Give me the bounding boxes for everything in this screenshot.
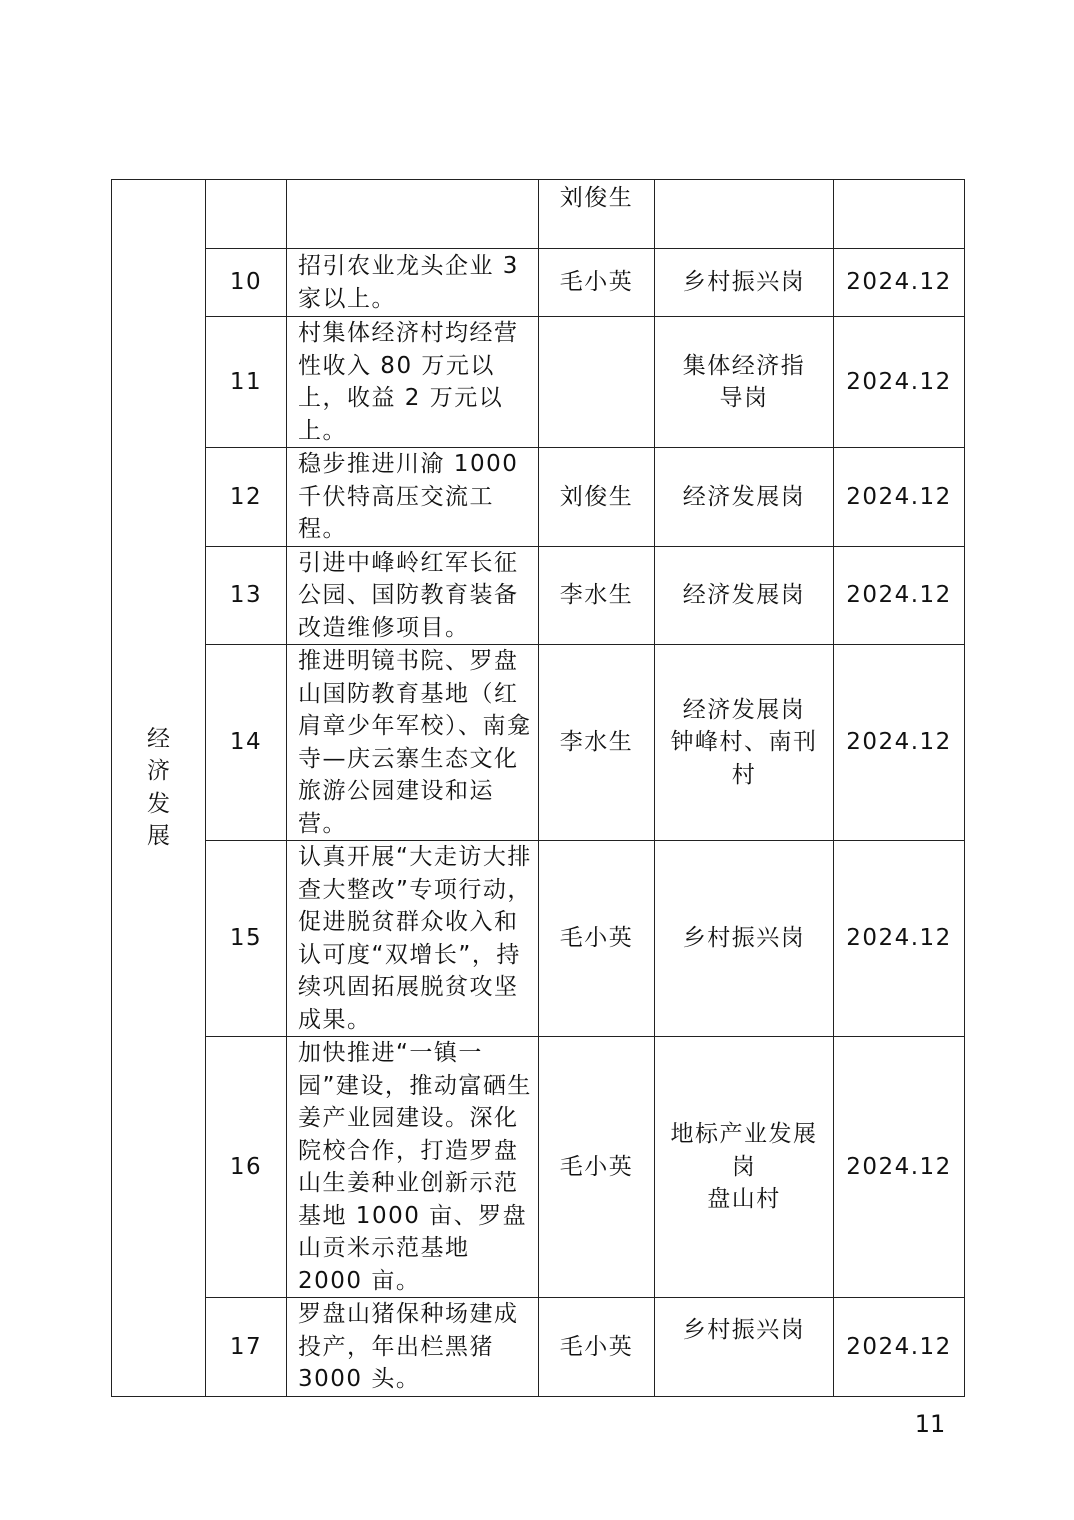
person-cell: 毛小英 bbox=[539, 841, 655, 1037]
task-cell: 引进中峰岭红军长征公园、国防教育装备改造维修项目。 bbox=[287, 546, 539, 645]
person-cell: 毛小英 bbox=[539, 1037, 655, 1298]
person-cell: 毛小英 bbox=[539, 1298, 655, 1397]
post-cell: 经济发展岗 bbox=[655, 546, 834, 645]
person-cell bbox=[539, 180, 655, 249]
task-cell: 罗盘山猪保种场建成投产，年出栏黑猪 3000 头。 bbox=[287, 1298, 539, 1397]
table-row bbox=[112, 249, 965, 317]
date-cell: 2024.12 bbox=[834, 1298, 965, 1397]
date-cell: 2024.12 bbox=[834, 645, 965, 841]
table-row bbox=[112, 645, 965, 841]
task-cell: 推进明镜书院、罗盘山国防教育基地（红肩章少年军校）、南龛寺—庆云寨生态文化旅游公园建设和运营。 bbox=[287, 645, 539, 841]
date-cell: 2024.12 bbox=[834, 317, 965, 448]
person-cell: 李水生 bbox=[539, 546, 655, 645]
post-cell: 集体经济指导岗 bbox=[655, 317, 834, 448]
date-cell: 2024.12 bbox=[834, 1037, 965, 1298]
task-cell: 村集体经济村均经营性收入 80 万元以上，收益 2 万元以上。 bbox=[287, 317, 539, 448]
task-cell: 加快推进“一镇一园”建设，推动富硒生姜产业园建设。深化院校合作，打造罗盘山生姜种业创新示范基地 1000 亩、罗盘山贡米示范基地 2000 亩。 bbox=[287, 1037, 539, 1298]
post-cell: 经济发展岗 bbox=[655, 448, 834, 547]
post-village: 盘山村 bbox=[707, 1186, 781, 1213]
number-cell: 15 bbox=[206, 841, 287, 1037]
table-row bbox=[112, 1298, 965, 1397]
person-cell bbox=[539, 317, 655, 448]
table-row bbox=[112, 546, 965, 645]
post-cell: 乡村振兴岗 bbox=[655, 249, 834, 317]
table-row-continued bbox=[112, 180, 965, 249]
post-cell bbox=[655, 1037, 834, 1298]
table-row bbox=[112, 1037, 965, 1298]
post-cell bbox=[655, 180, 834, 249]
number-cell: 13 bbox=[206, 546, 287, 645]
category-label: 经济发展 bbox=[147, 725, 170, 850]
table-row bbox=[112, 841, 965, 1037]
person-cell: 毛小英 bbox=[539, 249, 655, 317]
table-row bbox=[112, 317, 965, 448]
date-cell: 2024.12 bbox=[834, 841, 965, 1037]
number-cell: 14 bbox=[206, 645, 287, 841]
post-cell: 乡村振兴岗 bbox=[655, 841, 834, 1037]
task-cell: 认真开展“大走访大排查大整改”专项行动，促进脱贫群众收入和认可度“双增长”，持续巩固拓展脱贫攻坚成果。 bbox=[287, 841, 539, 1037]
post-name: 经济发展岗 bbox=[682, 696, 806, 723]
number-cell: 17 bbox=[206, 1298, 287, 1397]
work-task-table bbox=[111, 179, 965, 1397]
date-cell bbox=[834, 180, 965, 249]
post-name: 地标产业发展岗 bbox=[670, 1121, 818, 1180]
task-cell: 稳步推进川渝 1000 千伏特高压交流工程。 bbox=[287, 448, 539, 547]
task-cell bbox=[287, 180, 539, 249]
number-cell bbox=[206, 180, 287, 249]
number-cell: 10 bbox=[206, 249, 287, 317]
post-cell: 乡村振兴岗 bbox=[655, 1298, 834, 1397]
table-row bbox=[112, 448, 965, 547]
date-cell: 2024.12 bbox=[834, 546, 965, 645]
number-cell: 11 bbox=[206, 317, 287, 448]
person-cell: 李水生 bbox=[539, 645, 655, 841]
number-cell: 12 bbox=[206, 448, 287, 547]
page-number: 11 bbox=[914, 1410, 946, 1438]
date-cell: 2024.12 bbox=[834, 249, 965, 317]
post-village: 钟峰村、南刊村 bbox=[670, 729, 818, 788]
person-cell: 刘俊生 bbox=[539, 448, 655, 547]
date-cell: 2024.12 bbox=[834, 448, 965, 547]
post-cell bbox=[655, 645, 834, 841]
task-cell: 招引农业龙头企业 3 家以上。 bbox=[287, 249, 539, 317]
category-cell bbox=[112, 180, 206, 1397]
person-name: 刘俊生 bbox=[559, 185, 634, 211]
number-cell: 16 bbox=[206, 1037, 287, 1298]
